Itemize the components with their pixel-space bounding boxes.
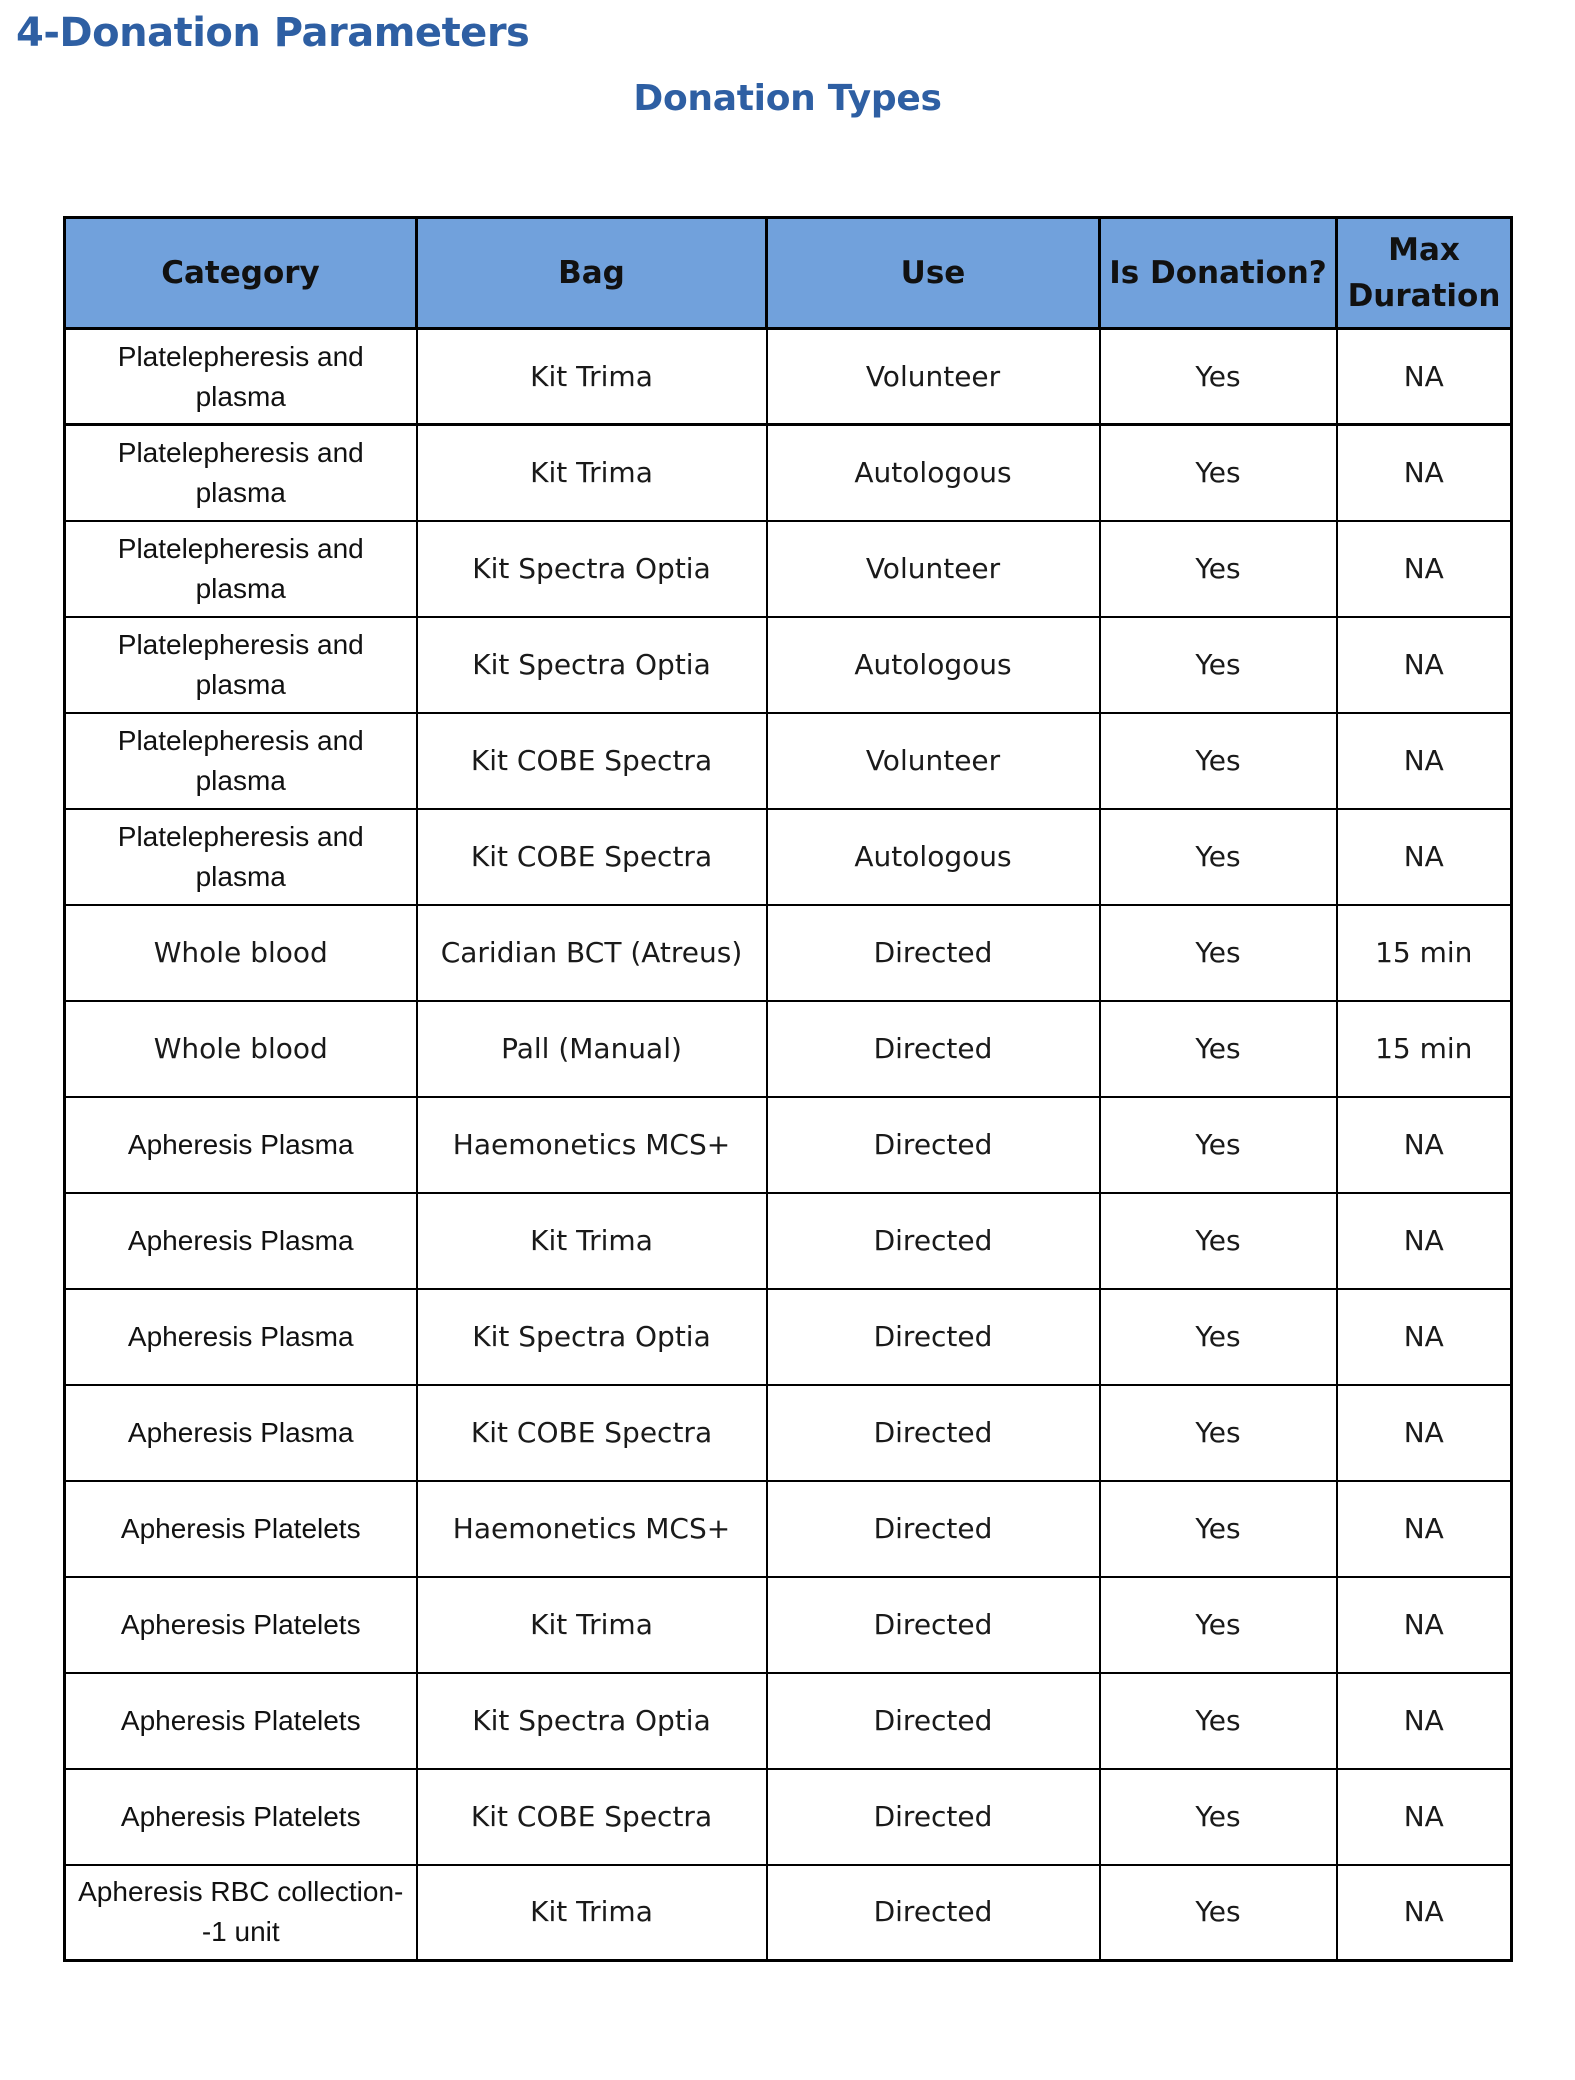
cell-bag: Kit Spectra Optia <box>417 1289 767 1385</box>
cell-use: Directed <box>767 1385 1100 1481</box>
cell-max-duration: NA <box>1337 1097 1512 1193</box>
cell-category: Apheresis Plasma <box>65 1289 417 1385</box>
cell-bag: Haemonetics MCS+ <box>417 1097 767 1193</box>
header-is-donation: Is Donation? <box>1100 218 1337 329</box>
cell-category: Platelepheresis and plasma <box>65 809 417 905</box>
cell-use: Directed <box>767 1577 1100 1673</box>
cell-is-donation: Yes <box>1100 1865 1337 1961</box>
table-row <box>65 905 1512 1001</box>
cell-use: Directed <box>767 1769 1100 1865</box>
cell-max-duration: NA <box>1337 425 1512 521</box>
table-row <box>65 1769 1512 1865</box>
table-row <box>65 425 1512 521</box>
donation-types-table <box>63 216 1513 1962</box>
cell-max-duration: 15 min <box>1337 905 1512 1001</box>
cell-max-duration: NA <box>1337 1673 1512 1769</box>
cell-max-duration: NA <box>1337 1577 1512 1673</box>
cell-bag: Kit COBE Spectra <box>417 1385 767 1481</box>
table-row <box>65 1577 1512 1673</box>
cell-max-duration: NA <box>1337 1193 1512 1289</box>
header-max-duration: Max Duration <box>1337 218 1512 329</box>
cell-is-donation: Yes <box>1100 905 1337 1001</box>
cell-is-donation: Yes <box>1100 1769 1337 1865</box>
cell-bag: Kit COBE Spectra <box>417 713 767 809</box>
cell-category: Apheresis RBC collection--1 unit <box>65 1865 417 1961</box>
cell-max-duration: NA <box>1337 329 1512 425</box>
cell-bag: Kit Trima <box>417 1865 767 1961</box>
cell-category: Apheresis Plasma <box>65 1097 417 1193</box>
cell-use: Directed <box>767 1193 1100 1289</box>
cell-is-donation: Yes <box>1100 617 1337 713</box>
cell-bag: Haemonetics MCS+ <box>417 1481 767 1577</box>
cell-use: Directed <box>767 905 1100 1001</box>
cell-bag: Kit COBE Spectra <box>417 1769 767 1865</box>
cell-is-donation: Yes <box>1100 1001 1337 1097</box>
cell-use: Autologous <box>767 425 1100 521</box>
cell-bag: Kit Trima <box>417 1193 767 1289</box>
table-row <box>65 713 1512 809</box>
page-subtitle: Donation Types <box>633 78 942 119</box>
table-row <box>65 617 1512 713</box>
cell-max-duration: NA <box>1337 521 1512 617</box>
cell-use: Directed <box>767 1001 1100 1097</box>
cell-category: Apheresis Platelets <box>65 1769 417 1865</box>
cell-category: Apheresis Platelets <box>65 1481 417 1577</box>
cell-max-duration: NA <box>1337 713 1512 809</box>
cell-is-donation: Yes <box>1100 521 1337 617</box>
cell-is-donation: Yes <box>1100 1577 1337 1673</box>
header-bag: Bag <box>417 218 767 329</box>
cell-category: Platelepheresis and plasma <box>65 329 417 425</box>
cell-category: Platelepheresis and plasma <box>65 425 417 521</box>
cell-bag: Kit Spectra Optia <box>417 617 767 713</box>
cell-category: Platelepheresis and plasma <box>65 521 417 617</box>
cell-bag: Kit COBE Spectra <box>417 809 767 905</box>
cell-is-donation: Yes <box>1100 1481 1337 1577</box>
cell-bag: Kit Spectra Optia <box>417 521 767 617</box>
cell-max-duration: NA <box>1337 617 1512 713</box>
cell-category: Platelepheresis and plasma <box>65 713 417 809</box>
cell-bag: Kit Trima <box>417 329 767 425</box>
cell-use: Autologous <box>767 617 1100 713</box>
table-row <box>65 329 1512 425</box>
section-title: 4-Donation Parameters <box>16 10 530 56</box>
cell-max-duration: NA <box>1337 809 1512 905</box>
table-row <box>65 1865 1512 1961</box>
cell-is-donation: Yes <box>1100 1097 1337 1193</box>
cell-category: Whole blood <box>65 1001 417 1097</box>
cell-is-donation: Yes <box>1100 1385 1337 1481</box>
cell-use: Directed <box>767 1865 1100 1961</box>
cell-max-duration: NA <box>1337 1769 1512 1865</box>
cell-bag: Kit Trima <box>417 1577 767 1673</box>
table-row <box>65 1097 1512 1193</box>
table-row <box>65 521 1512 617</box>
cell-use: Volunteer <box>767 329 1100 425</box>
cell-bag: Pall (Manual) <box>417 1001 767 1097</box>
cell-bag: Kit Spectra Optia <box>417 1673 767 1769</box>
table-header-row <box>65 218 1512 329</box>
table-row <box>65 1673 1512 1769</box>
cell-use: Autologous <box>767 809 1100 905</box>
cell-max-duration: 15 min <box>1337 1001 1512 1097</box>
cell-category: Apheresis Platelets <box>65 1577 417 1673</box>
cell-is-donation: Yes <box>1100 713 1337 809</box>
table-row <box>65 1193 1512 1289</box>
cell-use: Directed <box>767 1673 1100 1769</box>
cell-use: Volunteer <box>767 521 1100 617</box>
header-use: Use <box>767 218 1100 329</box>
cell-max-duration: NA <box>1337 1385 1512 1481</box>
cell-bag: Kit Trima <box>417 425 767 521</box>
cell-is-donation: Yes <box>1100 1193 1337 1289</box>
cell-max-duration: NA <box>1337 1289 1512 1385</box>
cell-bag: Caridian BCT (Atreus) <box>417 905 767 1001</box>
cell-use: Volunteer <box>767 713 1100 809</box>
cell-use: Directed <box>767 1481 1100 1577</box>
header-category: Category <box>65 218 417 329</box>
table-row <box>65 1289 1512 1385</box>
cell-use: Directed <box>767 1289 1100 1385</box>
cell-is-donation: Yes <box>1100 1289 1337 1385</box>
cell-max-duration: NA <box>1337 1865 1512 1961</box>
cell-category: Apheresis Platelets <box>65 1673 417 1769</box>
cell-category: Apheresis Plasma <box>65 1193 417 1289</box>
table-row <box>65 1001 1512 1097</box>
cell-category: Apheresis Plasma <box>65 1385 417 1481</box>
cell-max-duration: NA <box>1337 1481 1512 1577</box>
table-row <box>65 809 1512 905</box>
cell-category: Whole blood <box>65 905 417 1001</box>
cell-is-donation: Yes <box>1100 1673 1337 1769</box>
cell-category: Platelepheresis and plasma <box>65 617 417 713</box>
table-row <box>65 1481 1512 1577</box>
cell-is-donation: Yes <box>1100 425 1337 521</box>
cell-is-donation: Yes <box>1100 809 1337 905</box>
cell-use: Directed <box>767 1097 1100 1193</box>
cell-is-donation: Yes <box>1100 329 1337 425</box>
table-row <box>65 1385 1512 1481</box>
